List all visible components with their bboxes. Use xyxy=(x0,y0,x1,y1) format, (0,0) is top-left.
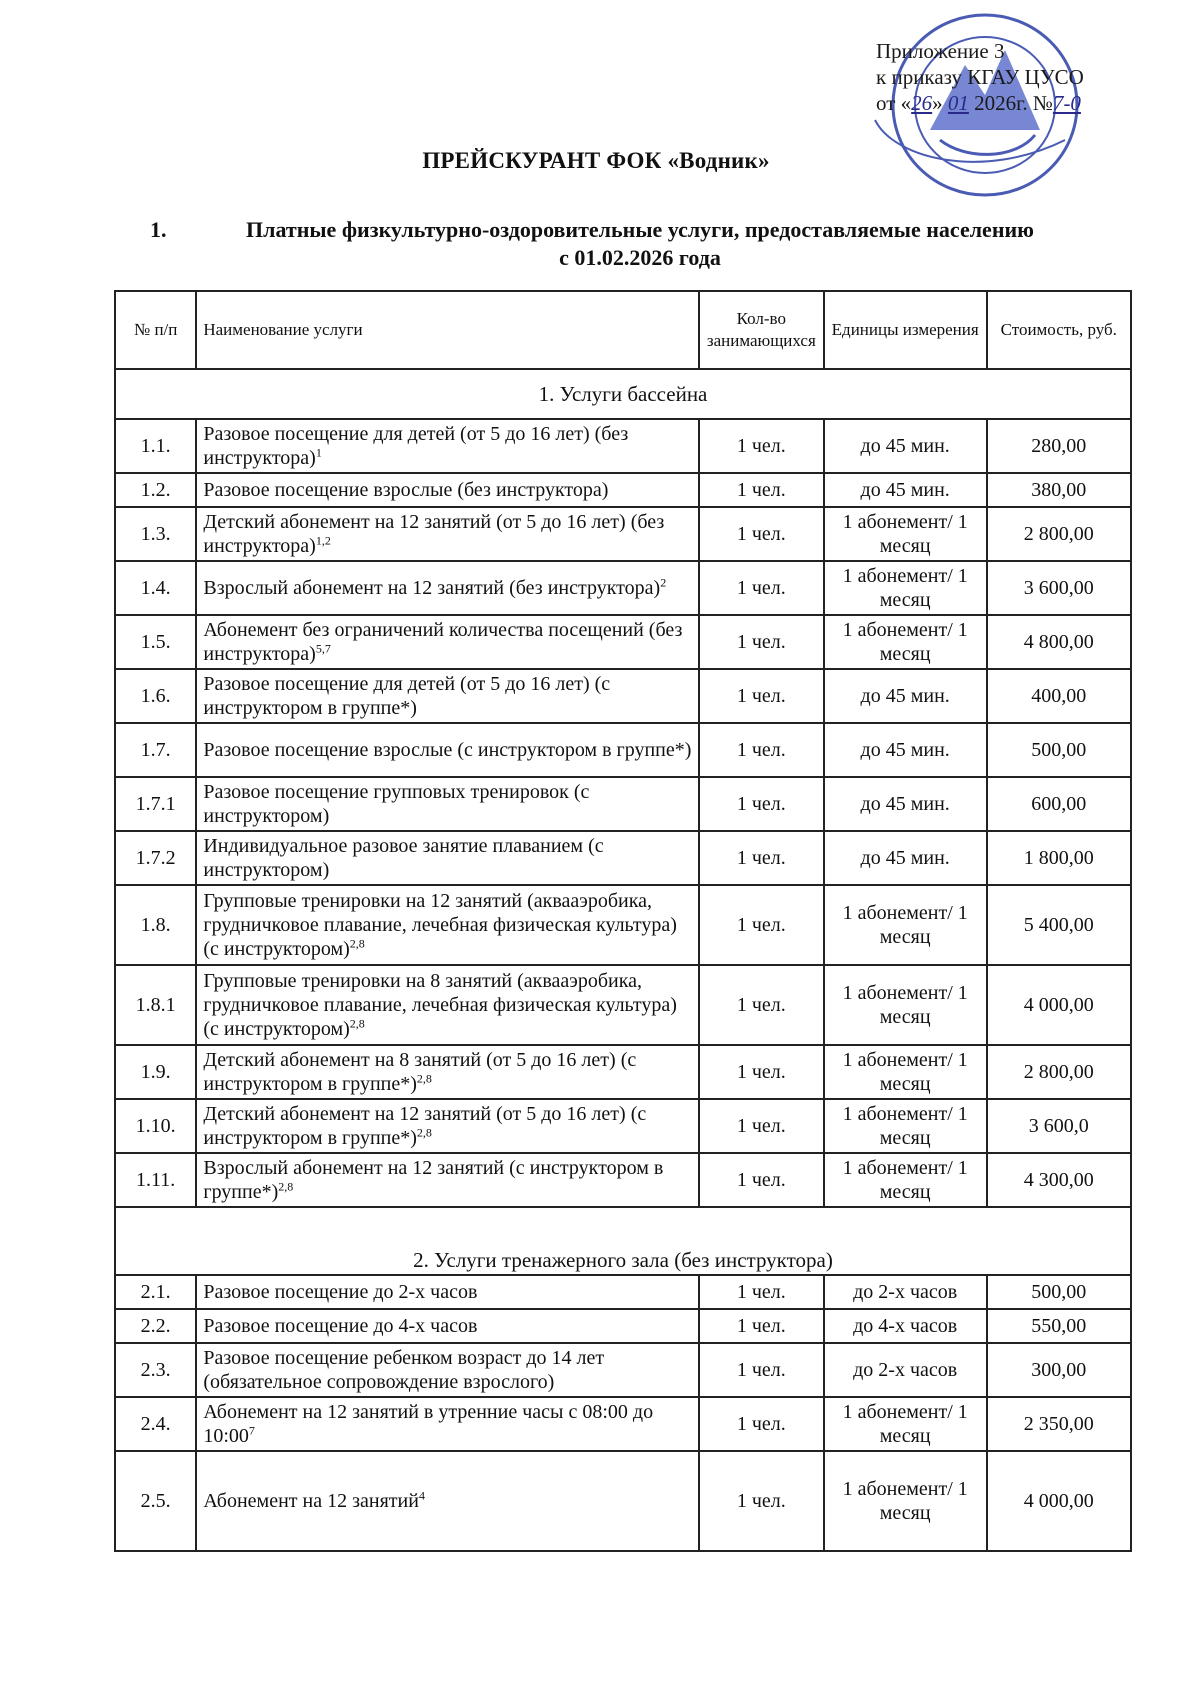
price-value: 4 800,00 xyxy=(987,615,1131,669)
service-name: Разовое посещение до 4-х часов xyxy=(196,1309,698,1343)
service-name: Групповые тренировки на 8 занятий (аквааэробика, грудничковое плавание, лечебная физическая культура) (с инструктором)$^{2,8}$ xyxy=(196,965,698,1045)
table-row xyxy=(115,473,1131,507)
price-value: 2 350,00 xyxy=(987,1397,1131,1451)
participants-count: 1 чел. xyxy=(699,419,824,473)
row-number: 2.4. xyxy=(115,1397,196,1451)
price-value: 4 000,00 xyxy=(987,965,1131,1045)
participants-count: 1 чел. xyxy=(699,669,824,723)
section-heading-number: 1. xyxy=(150,217,167,242)
footnote-ref: 2,8 xyxy=(416,1071,432,1086)
row-number: 1.1. xyxy=(115,419,196,473)
section-title: 2. Услуги тренажерного зала (без инструктора) xyxy=(115,1207,1131,1275)
table-row xyxy=(115,1153,1131,1207)
page-title: ПРЕЙСКУРАНТ ФОК «Водник» xyxy=(422,148,770,173)
service-name: Разовое посещение групповых тренировок (с инструктором) xyxy=(196,777,698,831)
appendix-block xyxy=(876,38,1084,116)
service-name: Разовое посещение ребенком возраст до 14 лет (обязательное сопровождение взрослого) xyxy=(196,1343,698,1397)
table-row xyxy=(115,885,1131,965)
price-value: 400,00 xyxy=(987,669,1131,723)
service-name: Детский абонемент на 12 занятий (от 5 до 16 лет) (с инструктором в группе*)$^{2,8}$ xyxy=(196,1099,698,1153)
price-value: 380,00 xyxy=(987,473,1131,507)
section-heading xyxy=(150,216,1130,272)
handwritten-day: 26 xyxy=(911,91,933,115)
participants-count: 1 чел. xyxy=(699,473,824,507)
table-row xyxy=(115,1099,1131,1153)
unit-of-measure: 1 абонемент/ 1 месяц xyxy=(824,1153,987,1207)
table-row xyxy=(115,1045,1131,1099)
participants-count: 1 чел. xyxy=(699,1343,824,1397)
service-name: Взрослый абонемент на 12 занятий (без инструктора)$^2$ xyxy=(196,561,698,615)
service-name: Абонемент без ограничений количества посещений (без инструктора)$^{5,7}$ xyxy=(196,615,698,669)
unit-of-measure: 1 абонемент/ 1 месяц xyxy=(824,1045,987,1099)
handwritten-number: 7-0 xyxy=(1052,91,1081,115)
unit-of-measure: 1 абонемент/ 1 месяц xyxy=(824,1099,987,1153)
service-name: Разовое посещение до 2-х часов xyxy=(196,1275,698,1309)
participants-count: 1 чел. xyxy=(699,1099,824,1153)
participants-count: 1 чел. xyxy=(699,1309,824,1343)
unit-of-measure: до 2-х часов xyxy=(824,1275,987,1309)
service-name: Разовое посещение взрослые (без инструктора) xyxy=(196,473,698,507)
participants-count: 1 чел. xyxy=(699,615,824,669)
table-row xyxy=(115,965,1131,1045)
participants-count: 1 чел. xyxy=(699,1275,824,1309)
unit-of-measure: до 45 мин. xyxy=(824,669,987,723)
row-number: 2.3. xyxy=(115,1343,196,1397)
service-name: Групповые тренировки на 12 занятий (аквааэробика, грудничковое плавание, лечебная физическая культура) (с инструктором)$^{2,8}$ xyxy=(196,885,698,965)
service-name: Детский абонемент на 8 занятий (от 5 до 16 лет) (с инструктором в группе*)$^{2,8}$ xyxy=(196,1045,698,1099)
price-value: 550,00 xyxy=(987,1309,1131,1343)
participants-count: 1 чел. xyxy=(699,777,824,831)
footnote-ref: 5,7 xyxy=(315,641,331,656)
table-row xyxy=(115,1343,1131,1397)
footnote-ref: 7 xyxy=(248,1423,255,1438)
table-row xyxy=(115,1451,1131,1551)
table-body xyxy=(115,369,1131,1551)
participants-count: 1 чел. xyxy=(699,507,824,561)
unit-of-measure: 1 абонемент/ 1 месяц xyxy=(824,1451,987,1551)
unit-of-measure: до 45 мин. xyxy=(824,777,987,831)
row-number: 1.5. xyxy=(115,615,196,669)
row-number: 1.8.1 xyxy=(115,965,196,1045)
participants-count: 1 чел. xyxy=(699,965,824,1045)
header-name: Наименование услуги xyxy=(196,291,698,369)
row-number: 2.5. xyxy=(115,1451,196,1551)
price-value: 3 600,0 xyxy=(987,1099,1131,1153)
table-header-row xyxy=(115,291,1131,369)
row-number: 1.7.1 xyxy=(115,777,196,831)
service-name: Разовое посещение взрослые (с инструктором в группе*) xyxy=(196,723,698,777)
price-value: 280,00 xyxy=(987,419,1131,473)
participants-count: 1 чел. xyxy=(699,561,824,615)
participants-count: 1 чел. xyxy=(699,1397,824,1451)
section-row xyxy=(115,1207,1131,1275)
participants-count: 1 чел. xyxy=(699,1153,824,1207)
row-number: 1.10. xyxy=(115,1099,196,1153)
row-number: 1.6. xyxy=(115,669,196,723)
table-row xyxy=(115,507,1131,561)
section-row xyxy=(115,369,1131,419)
header-qty: Кол-во занимающихся xyxy=(699,291,824,369)
participants-count: 1 чел. xyxy=(699,831,824,885)
unit-of-measure: 1 абонемент/ 1 месяц xyxy=(824,965,987,1045)
row-number: 1.2. xyxy=(115,473,196,507)
price-value: 500,00 xyxy=(987,1275,1131,1309)
table-row xyxy=(115,777,1131,831)
table-row xyxy=(115,1309,1131,1343)
service-name: Разовое посещение для детей (от 5 до 16 лет) (с инструктором в группе*) xyxy=(196,669,698,723)
price-value: 2 800,00 xyxy=(987,507,1131,561)
footnote-ref: 2 xyxy=(660,575,667,590)
table-row xyxy=(115,561,1131,615)
row-number: 2.2. xyxy=(115,1309,196,1343)
participants-count: 1 чел. xyxy=(699,1045,824,1099)
unit-of-measure: до 4-х часов xyxy=(824,1309,987,1343)
footnote-ref: 2,8 xyxy=(349,936,365,951)
header-unit: Единицы измерения xyxy=(824,291,987,369)
table-row xyxy=(115,615,1131,669)
service-name: Индивидуальное разовое занятие плаванием (с инструктором) xyxy=(196,831,698,885)
price-table xyxy=(114,290,1132,1552)
section-title: 1. Услуги бассейна xyxy=(115,369,1131,419)
price-value: 4 300,00 xyxy=(987,1153,1131,1207)
footnote-ref: 1 xyxy=(315,445,322,460)
unit-of-measure: 1 абонемент/ 1 месяц xyxy=(824,615,987,669)
row-number: 1.8. xyxy=(115,885,196,965)
footnote-ref: 4 xyxy=(418,1488,425,1503)
unit-of-measure: 1 абонемент/ 1 месяц xyxy=(824,561,987,615)
table-row xyxy=(115,723,1131,777)
unit-of-measure: 1 абонемент/ 1 месяц xyxy=(824,1397,987,1451)
footnote-ref: 2,8 xyxy=(278,1179,294,1194)
price-value: 500,00 xyxy=(987,723,1131,777)
unit-of-measure: до 45 мин. xyxy=(824,473,987,507)
row-number: 2.1. xyxy=(115,1275,196,1309)
price-value: 300,00 xyxy=(987,1343,1131,1397)
row-number: 1.3. xyxy=(115,507,196,561)
section-heading-line1: Платные физкультурно-оздоровительные услуги, предоставляемые населению xyxy=(246,217,1034,242)
unit-of-measure: до 2-х часов xyxy=(824,1343,987,1397)
unit-of-measure: до 45 мин. xyxy=(824,419,987,473)
appendix-line2: к приказу КГАУ ЦУСО xyxy=(876,65,1084,89)
unit-of-measure: до 45 мин. xyxy=(824,723,987,777)
price-value: 3 600,00 xyxy=(987,561,1131,615)
price-value: 2 800,00 xyxy=(987,1045,1131,1099)
participants-count: 1 чел. xyxy=(699,1451,824,1551)
row-number: 1.7. xyxy=(115,723,196,777)
row-number: 1.4. xyxy=(115,561,196,615)
service-name: Взрослый абонемент на 12 занятий (с инструктором в группе*)$^{2,8}$ xyxy=(196,1153,698,1207)
section-heading-line2: с 01.02.2026 года xyxy=(559,245,721,270)
price-value: 1 800,00 xyxy=(987,831,1131,885)
unit-of-measure: 1 абонемент/ 1 месяц xyxy=(824,885,987,965)
header-num: № п/п xyxy=(115,291,196,369)
appendix-line3: от «26» 01 2026г. №7-0 xyxy=(876,91,1081,115)
table-row xyxy=(115,419,1131,473)
header-price: Стоимость, руб. xyxy=(987,291,1131,369)
appendix-line1: Приложение 3 xyxy=(876,39,1005,63)
row-number: 1.9. xyxy=(115,1045,196,1099)
row-number: 1.11. xyxy=(115,1153,196,1207)
row-number: 1.7.2 xyxy=(115,831,196,885)
service-name: Детский абонемент на 12 занятий (от 5 до 16 лет) (без инструктора)$^{1,2}$ xyxy=(196,507,698,561)
footnote-ref: 2,8 xyxy=(416,1125,432,1140)
table-row xyxy=(115,669,1131,723)
footnote-ref: 1,2 xyxy=(315,533,331,548)
table-row xyxy=(115,1275,1131,1309)
footnote-ref: 2,8 xyxy=(349,1016,365,1031)
service-name: Разовое посещение для детей (от 5 до 16 лет) (без инструктора)$^1$ xyxy=(196,419,698,473)
unit-of-measure: до 45 мин. xyxy=(824,831,987,885)
price-value: 4 000,00 xyxy=(987,1451,1131,1551)
table-row xyxy=(115,831,1131,885)
service-name: Абонемент на 12 занятий$^4$ xyxy=(196,1451,698,1551)
unit-of-measure: 1 абонемент/ 1 месяц xyxy=(824,507,987,561)
table-row xyxy=(115,1397,1131,1451)
service-name: Абонемент на 12 занятий в утренние часы с 08:00 до $10:00^7$ xyxy=(196,1397,698,1451)
participants-count: 1 чел. xyxy=(699,885,824,965)
handwritten-month: 01 xyxy=(947,91,969,115)
price-value: 5 400,00 xyxy=(987,885,1131,965)
participants-count: 1 чел. xyxy=(699,723,824,777)
price-value: 600,00 xyxy=(987,777,1131,831)
